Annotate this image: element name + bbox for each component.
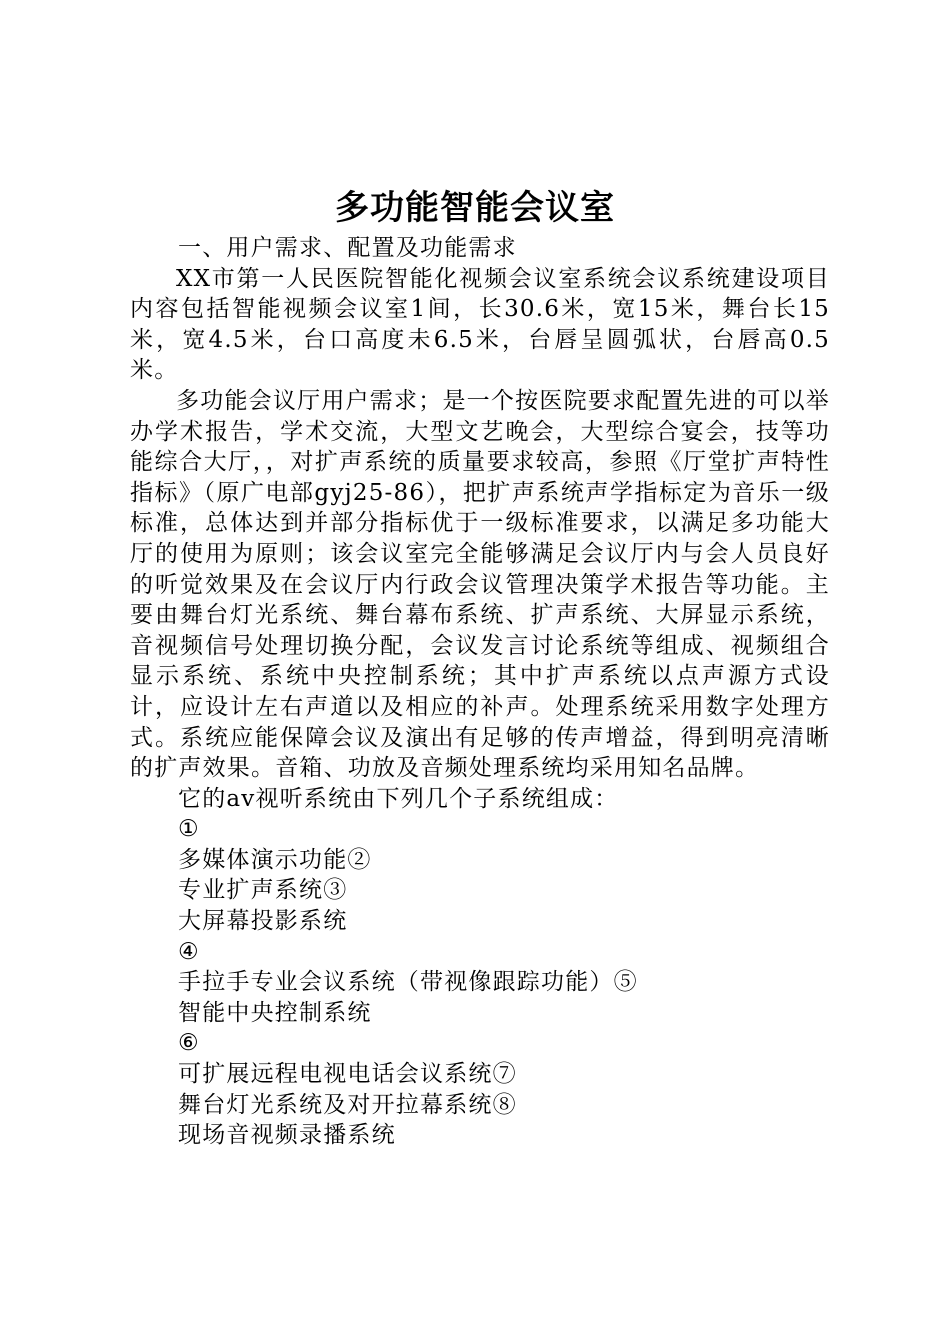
paragraph-project-scope: XX市第一人民医院智能化视频会议室系统会议系统建设项目内容包括智能视频会议室1间，长30.6米，宽15米，舞台长15米，宽4.5米，台口高度未6.5米，台唇呈圆弧状，台唇高0.5米。 <box>130 265 830 384</box>
list-item: 手拉手专业会议系统（带视像跟踪功能）⑤ <box>178 969 638 996</box>
list-item: 大屏幕投影系统 <box>178 908 348 935</box>
list-item: 智能中央控制系统 <box>178 999 372 1026</box>
document-title: 多功能智能会议室 <box>335 188 615 228</box>
list-intro: 它的av视听系统由下列几个子系统组成： <box>178 785 619 812</box>
list-item: 多媒体演示功能② <box>178 846 372 873</box>
list-item: 舞台灯光系统及对开拉幕系统⑧ <box>178 1091 517 1118</box>
list-item: ① <box>178 816 200 843</box>
paragraph-user-requirements: 多功能会议厅用户需求；是一个按医院要求配置先进的可以举办学术报告，学术交流，大型文艺晚会，大型综合宴会，技等功能综合大厅，，对扩声系统的质量要求较高，参照《厅堂扩声特性指标》（原广电部gyj25-86），把扩声系统声学指标定为音乐一级标准，总体达到并部分指标优于一级标准要求，以满足多功能大厅的使用为原则；该会议室完全能够满足会议厅内与会人员良好的听觉效果及在会议厅内行政会议管理决策学术报告等功能。主要由舞台灯光系统、舞台幕布系统、扩声系统、大屏显示系统，音视频信号处理切换分配，会议发言讨论系统等组成、视频组合显示系统、系统中央控制系统；其中扩声系统以点声源方式设计，应设计左右声道以及相应的补声。处理系统采用数字处理方式。系统应能保障会议及演出有足够的传声增益，得到明亮清晰的扩声效果。音箱、功放及音频处理系统均采用知名品牌。 <box>130 387 830 782</box>
section-heading: 一、用户需求、配置及功能需求 <box>178 235 517 261</box>
list-item: 专业扩声系统③ <box>178 877 348 904</box>
list-item: ④ <box>178 938 200 965</box>
list-item: 可扩展远程电视电话会议系统⑦ <box>178 1061 517 1088</box>
list-item: 现场音视频录播系统 <box>178 1122 396 1149</box>
list-item: ⑥ <box>178 1030 200 1057</box>
document-body <box>130 233 830 1151</box>
